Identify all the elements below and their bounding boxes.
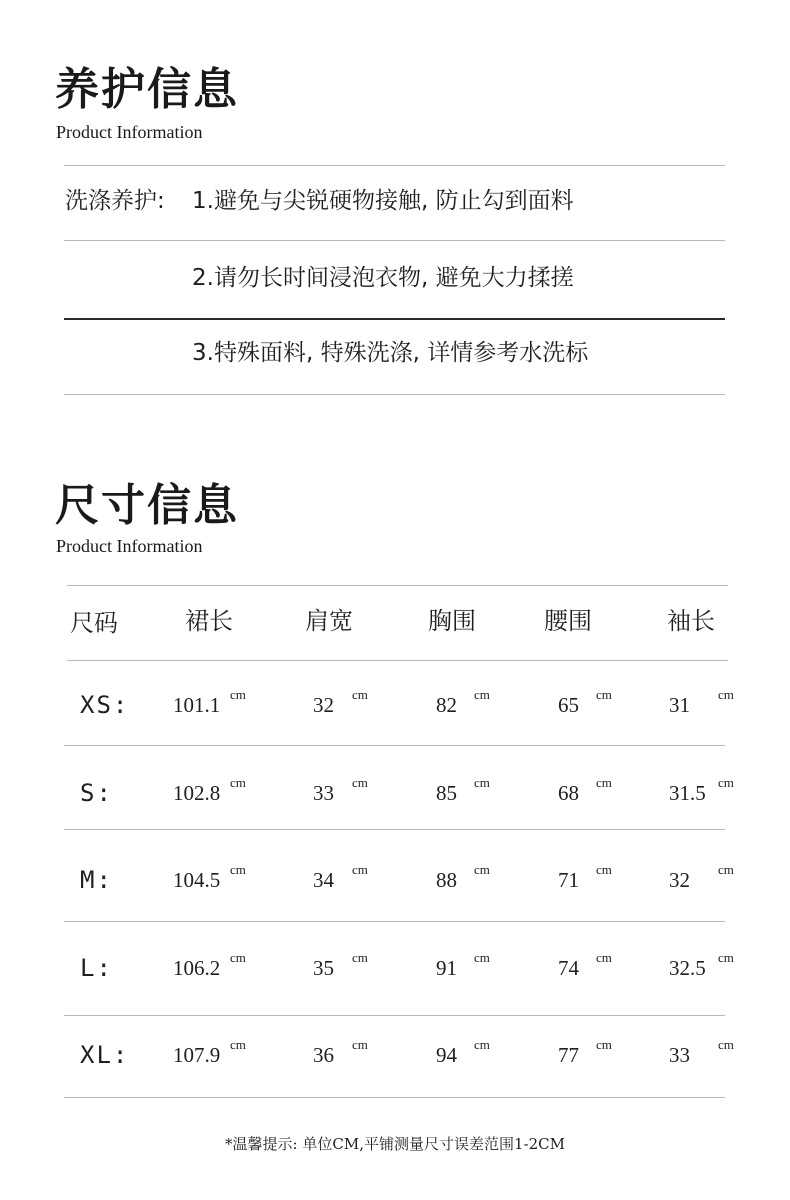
care-item-2: 2.请勿长时间浸泡衣物, 避免大力揉搓 (192, 265, 574, 291)
unit-label: cm (718, 862, 734, 877)
unit-label: cm (474, 862, 490, 877)
unit-label: cm (352, 687, 368, 702)
table-cell: 68 (558, 781, 579, 805)
unit-label: cm (596, 687, 612, 702)
table-cell: 35 (313, 956, 334, 980)
measurement-tip: *温馨提示: 单位CM,平铺测量尺寸误差范围1-2CM (225, 1135, 565, 1153)
divider (64, 1015, 725, 1016)
unit-label: cm (230, 862, 246, 877)
table-cell: 36 (313, 1043, 334, 1067)
unit-label: cm (230, 950, 246, 965)
unit-label: cm (474, 950, 490, 965)
unit-label: cm (230, 1037, 246, 1052)
unit-label: cm (230, 687, 246, 702)
unit-label: cm (352, 950, 368, 965)
divider (64, 394, 725, 395)
unit-label: cm (352, 775, 368, 790)
table-cell: 34 (313, 868, 334, 892)
table-cell: 74 (558, 956, 579, 980)
table-cell: 32 (313, 693, 334, 717)
divider (64, 165, 725, 166)
unit-label: cm (596, 950, 612, 965)
table-cell: 101.1 (173, 693, 221, 717)
care-item-3: 3.特殊面料, 特殊洗涤, 详情参考水洗标 (192, 340, 589, 366)
table-cell: 32.5 (669, 956, 706, 980)
size-subtitle: Product Information (56, 536, 203, 556)
size-label: M: (80, 866, 113, 894)
table-top-line (67, 585, 728, 586)
unit-label: cm (230, 775, 246, 790)
table-cell: 104.5 (173, 868, 221, 892)
table-cell: 85 (436, 781, 457, 805)
size-label: L: (80, 954, 113, 982)
table-cell: 33 (669, 1043, 690, 1067)
table-cell: 71 (558, 868, 579, 892)
header-sleeve: 袖长 (667, 607, 715, 635)
unit-label: cm (718, 950, 734, 965)
table-cell: 107.9 (173, 1043, 221, 1067)
table-cell: 91 (436, 956, 457, 980)
size-title: 尺寸信息 (55, 480, 239, 531)
unit-label: cm (596, 775, 612, 790)
header-length: 裙长 (185, 607, 233, 635)
care-item-1: 1.避免与尖锐硬物接触, 防止勾到面料 (192, 188, 574, 214)
divider (64, 829, 725, 830)
unit-label: cm (474, 775, 490, 790)
care-label: 洗涤养护: (65, 188, 165, 214)
table-cell: 106.2 (173, 956, 221, 980)
unit-label: cm (596, 1037, 612, 1052)
unit-label: cm (718, 687, 734, 702)
unit-label: cm (718, 1037, 734, 1052)
size-label: XS: (80, 691, 130, 719)
table-cell: 32 (669, 868, 690, 892)
header-size: 尺码 (70, 609, 118, 637)
divider (64, 240, 725, 241)
header-chest: 胸围 (428, 607, 476, 635)
divider (64, 745, 725, 746)
table-cell: 102.8 (173, 781, 221, 805)
table-cell: 88 (436, 868, 457, 892)
care-title: 养护信息 (55, 64, 239, 115)
unit-label: cm (474, 687, 490, 702)
unit-label: cm (352, 862, 368, 877)
divider (64, 1097, 725, 1098)
divider (64, 921, 725, 922)
care-subtitle: Product Information (56, 122, 203, 142)
table-cell: 31.5 (669, 781, 706, 805)
table-cell: 65 (558, 693, 579, 717)
divider (67, 660, 728, 661)
unit-label: cm (596, 862, 612, 877)
table-cell: 31 (669, 693, 690, 717)
table-cell: 33 (313, 781, 334, 805)
unit-label: cm (718, 775, 734, 790)
divider (64, 318, 725, 320)
table-cell: 77 (558, 1043, 579, 1067)
unit-label: cm (352, 1037, 368, 1052)
table-cell: 82 (436, 693, 457, 717)
header-shoulder: 肩宽 (305, 607, 353, 635)
table-cell: 94 (436, 1043, 457, 1067)
size-label: S: (80, 779, 113, 807)
size-label: XL: (80, 1041, 130, 1069)
header-waist: 腰围 (544, 607, 592, 635)
unit-label: cm (474, 1037, 490, 1052)
